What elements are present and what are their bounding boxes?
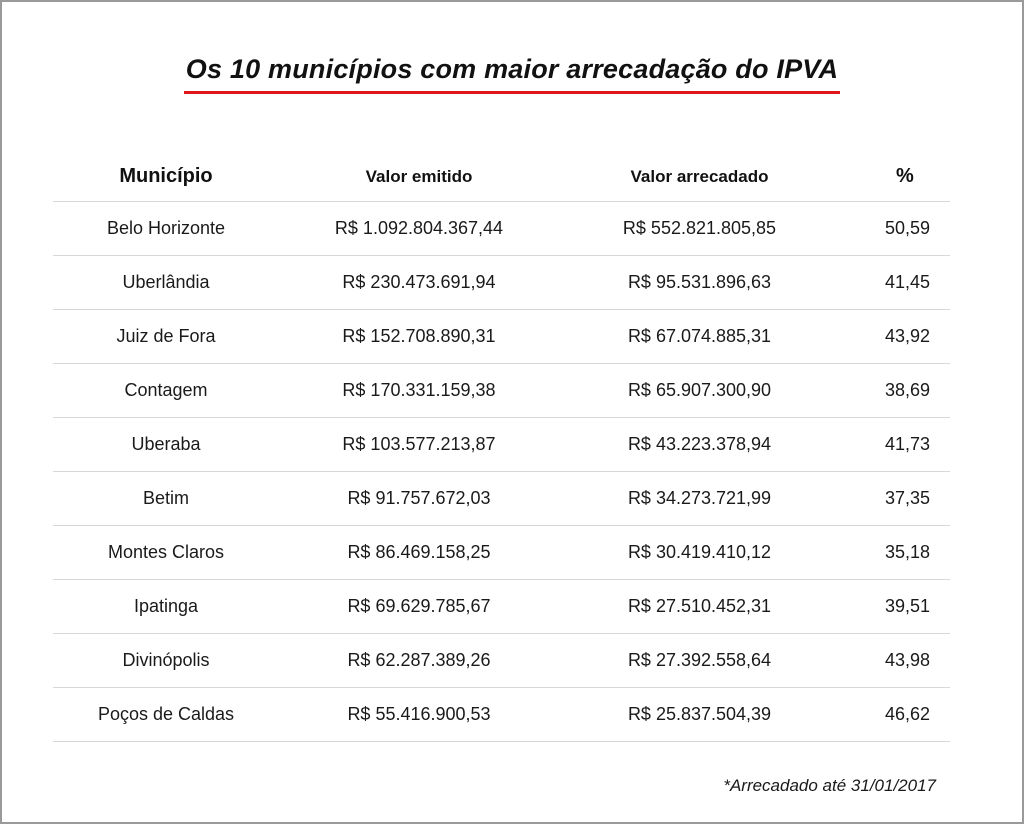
cell-valor-arrecadado: R$ 95.531.896,63 — [559, 256, 840, 310]
cell-valor-emitido: R$ 55.416.900,53 — [279, 688, 559, 742]
cell-municipio: Contagem — [53, 364, 279, 418]
cell-valor-emitido: R$ 170.331.159,38 — [279, 364, 559, 418]
table-header-row — [53, 152, 950, 202]
cell-valor-arrecadado: R$ 25.837.504,39 — [559, 688, 840, 742]
cell-municipio: Uberaba — [53, 418, 279, 472]
cell-valor-arrecadado: R$ 552.821.805,85 — [559, 202, 840, 256]
table-row — [53, 634, 950, 688]
column-header-percent: % — [840, 152, 950, 202]
cell-valor-emitido: R$ 152.708.890,31 — [279, 310, 559, 364]
cell-valor-emitido: R$ 69.629.785,67 — [279, 580, 559, 634]
cell-percent: 35,18 — [840, 526, 950, 580]
cell-municipio: Belo Horizonte — [53, 202, 279, 256]
cell-percent: 39,51 — [840, 580, 950, 634]
cell-percent: 41,45 — [840, 256, 950, 310]
cell-percent: 50,59 — [840, 202, 950, 256]
column-header-municipio: Município — [53, 152, 279, 202]
table-row — [53, 364, 950, 418]
cell-municipio: Juiz de Fora — [53, 310, 279, 364]
cell-valor-arrecadado: R$ 27.510.452,31 — [559, 580, 840, 634]
cell-municipio: Poços de Caldas — [53, 688, 279, 742]
column-header-valor-arrecadado: Valor arrecadado — [559, 152, 840, 202]
cell-municipio: Divinópolis — [53, 634, 279, 688]
cell-percent: 43,98 — [840, 634, 950, 688]
cell-valor-emitido: R$ 230.473.691,94 — [279, 256, 559, 310]
footnote: *Arrecadado até 31/01/2017 — [723, 776, 936, 795]
table-row — [53, 310, 950, 364]
ipva-table — [53, 152, 950, 742]
cell-valor-arrecadado: R$ 67.074.885,31 — [559, 310, 840, 364]
table-row — [53, 526, 950, 580]
column-header-valor-emitido: Valor emitido — [279, 152, 559, 202]
cell-valor-emitido: R$ 91.757.672,03 — [279, 472, 559, 526]
cell-municipio: Montes Claros — [53, 526, 279, 580]
cell-valor-emitido: R$ 1.092.804.367,44 — [279, 202, 559, 256]
table-row — [53, 472, 950, 526]
cell-valor-emitido: R$ 86.469.158,25 — [279, 526, 559, 580]
cell-percent: 46,62 — [840, 688, 950, 742]
cell-municipio: Uberlândia — [53, 256, 279, 310]
page-title: Os 10 municípios com maior arrecadação do IPVA — [184, 54, 840, 94]
cell-municipio: Betim — [53, 472, 279, 526]
table-row — [53, 256, 950, 310]
cell-valor-arrecadado: R$ 27.392.558,64 — [559, 634, 840, 688]
cell-percent: 38,69 — [840, 364, 950, 418]
cell-valor-arrecadado: R$ 30.419.410,12 — [559, 526, 840, 580]
table-row — [53, 418, 950, 472]
cell-valor-emitido: R$ 103.577.213,87 — [279, 418, 559, 472]
cell-valor-arrecadado: R$ 34.273.721,99 — [559, 472, 840, 526]
title-container — [2, 54, 1022, 94]
cell-valor-emitido: R$ 62.287.389,26 — [279, 634, 559, 688]
cell-municipio: Ipatinga — [53, 580, 279, 634]
table-row — [53, 688, 950, 742]
cell-percent: 37,35 — [840, 472, 950, 526]
cell-valor-arrecadado: R$ 43.223.378,94 — [559, 418, 840, 472]
cell-valor-arrecadado: R$ 65.907.300,90 — [559, 364, 840, 418]
table-row — [53, 202, 950, 256]
cell-percent: 43,92 — [840, 310, 950, 364]
cell-percent: 41,73 — [840, 418, 950, 472]
table-row — [53, 580, 950, 634]
